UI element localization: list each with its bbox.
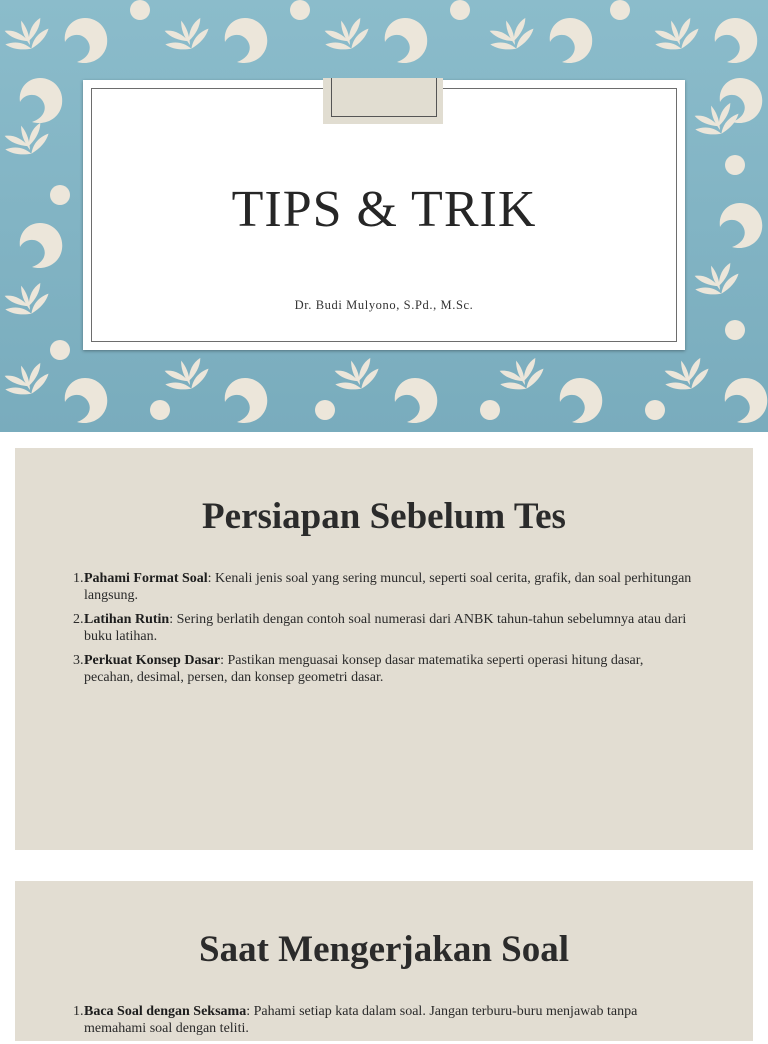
- list-number: 3.: [73, 653, 84, 668]
- list-item-text: : Kenali jenis soal yang sering muncul, seperti soal cerita, grafik, dan soal perhitungan langsung.: [84, 571, 692, 603]
- list-item-text: : Pahami setiap kata dalam soal. Jangan terburu-buru menjawab tanpa memahami soal dengan teliti.: [84, 1004, 638, 1036]
- list-item-bold: Latihan Rutin: [84, 612, 170, 627]
- list-item: [73, 611, 693, 645]
- slide-heading: Persiapan Sebelum Tes: [202, 496, 566, 537]
- slide-title: TIPS & TRIK: [231, 181, 537, 238]
- slide-persiapan: [15, 448, 753, 850]
- author-name: Dr. Budi Mulyono, S.Pd., M.Sc.: [294, 298, 474, 312]
- title-slide: [0, 0, 768, 432]
- title-card: [83, 80, 685, 350]
- list-number: 2.: [73, 612, 84, 627]
- tips-list: [73, 570, 693, 693]
- list-number: 1.: [73, 571, 84, 586]
- list-item: [73, 1003, 693, 1037]
- list-item: [73, 570, 693, 604]
- list-item-bold: Baca Soal dengan Seksama: [84, 1004, 247, 1019]
- list-item-text: : Sering berlatih dengan contoh soal numerasi dari ANBK tahun-tahun sebelumnya atau dari buku latihan.: [84, 612, 687, 644]
- list-item-bold: Pahami Format Soal: [84, 571, 208, 586]
- list-item-bold: Perkuat Konsep Dasar: [84, 653, 221, 668]
- list-number: 1.: [73, 1004, 84, 1019]
- slide-heading: Saat Mengerjakan Soal: [199, 929, 569, 970]
- list-item-text: : Pastikan menguasai konsep dasar matematika seperti operasi hitung dasar, pecahan, desimal, persen, dan konsep geometri dasar.: [84, 653, 644, 685]
- decorative-tab: [323, 78, 443, 124]
- list-item: [73, 652, 693, 686]
- decorative-tab-inner: [331, 78, 437, 117]
- slide-saat-mengerjakan: [15, 881, 753, 1041]
